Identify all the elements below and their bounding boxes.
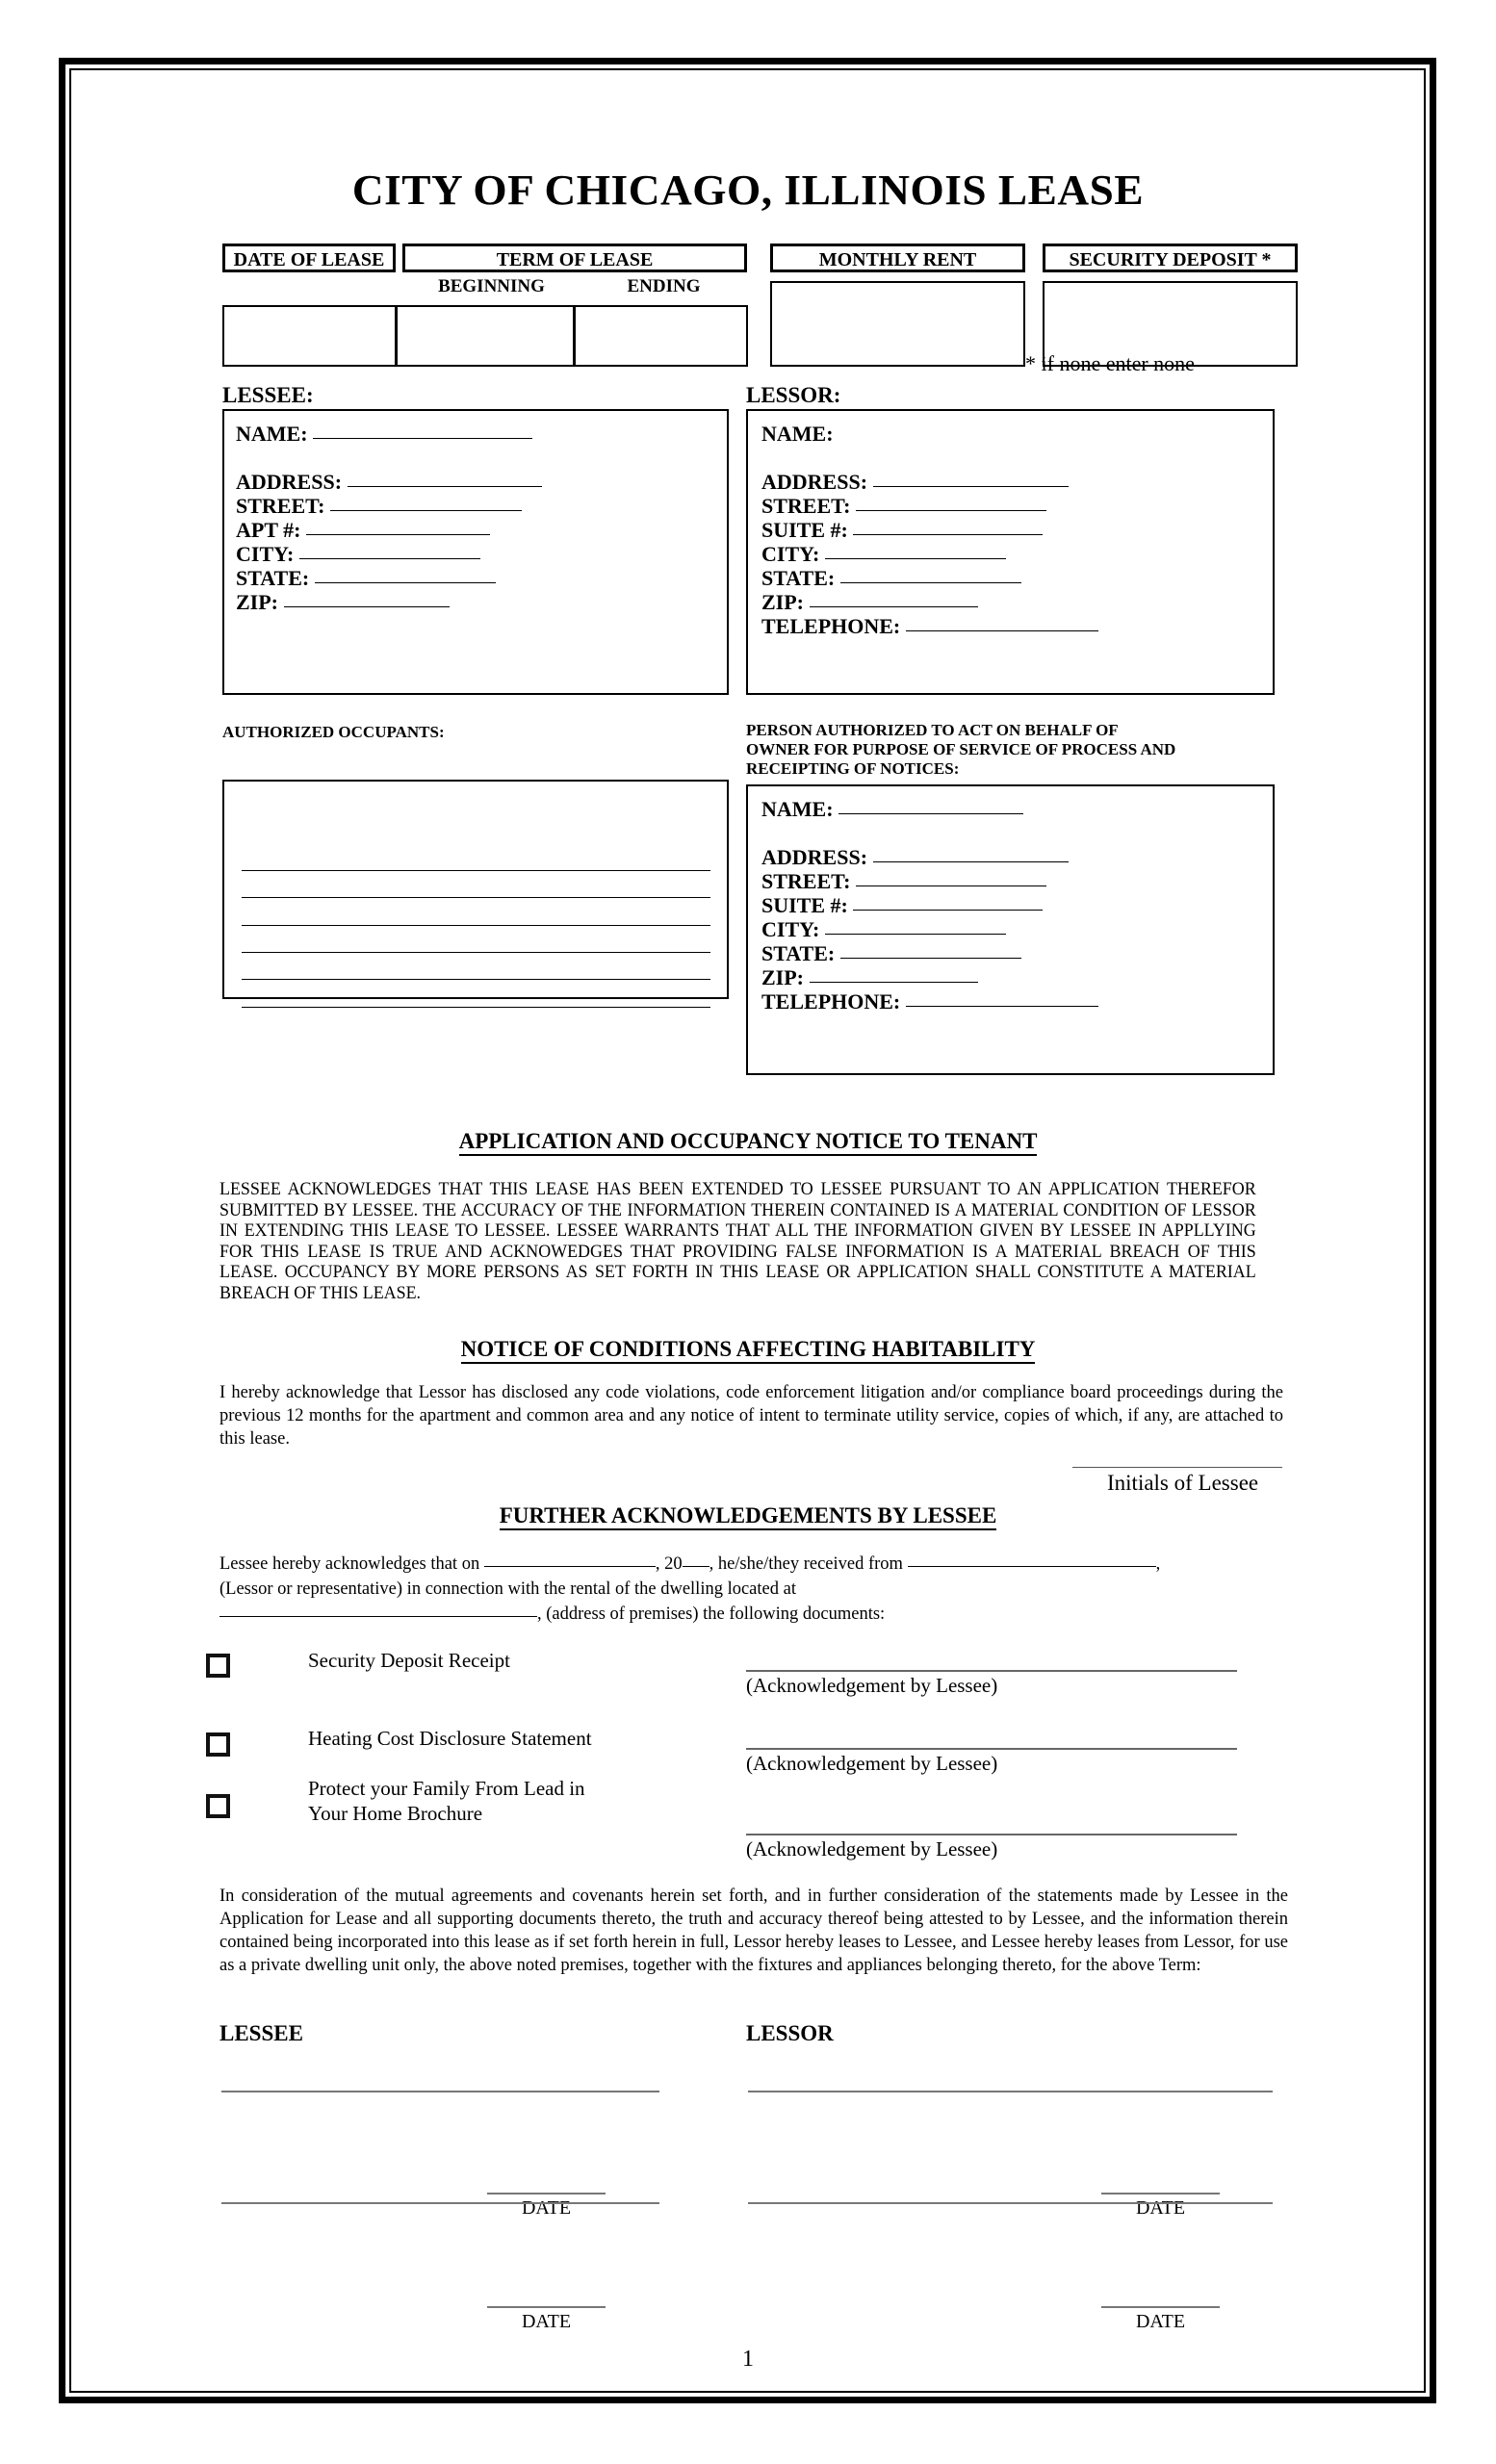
application-notice-heading [0, 1129, 1496, 1154]
caption-line-3: RECEIPTING OF NOTICES: [746, 759, 960, 778]
lessor-field-name[interactable] [761, 422, 1267, 446]
from-blank[interactable] [908, 1566, 1156, 1567]
document-label-heating-cost-disclosure: Heating Cost Disclosure Statement [308, 1727, 592, 1750]
lessor-date-label-2: DATE [1135, 2311, 1186, 2332]
acknowledgement-label: (Acknowledgement by Lessee) [746, 1752, 998, 1775]
lessor-field-telephone[interactable] [761, 614, 1267, 638]
field-label: ADDRESS: [761, 845, 868, 869]
lessee-heading: LESSEE: [222, 383, 314, 407]
habitability-heading [0, 1337, 1496, 1362]
page-number: 1 [742, 2347, 754, 2372]
intro-text-e: , (address of premises) the following documents: [537, 1604, 886, 1624]
field-label: SUITE #: [761, 893, 848, 917]
field-blank[interactable] [853, 534, 1043, 535]
field-label: STATE: [761, 941, 836, 965]
heading-text: NOTICE OF CONDITIONS AFFECTING HABITABILITY [461, 1337, 1036, 1364]
field-blank[interactable] [873, 486, 1069, 487]
field-blank[interactable] [825, 558, 1006, 559]
intro-line-3 [219, 1604, 885, 1624]
lessee-field-street[interactable] [236, 494, 717, 518]
field-blank[interactable] [284, 606, 450, 607]
occupant-line[interactable] [242, 952, 710, 953]
lessor-signature-line-1[interactable] [748, 2091, 1273, 2092]
field-blank[interactable] [840, 582, 1021, 583]
field-blank[interactable] [840, 958, 1021, 959]
field-blank[interactable] [330, 510, 522, 511]
field-blank[interactable] [873, 861, 1069, 862]
field-label: NAME: [761, 422, 834, 446]
field-label: STREET: [761, 869, 851, 893]
field-blank[interactable] [856, 510, 1046, 511]
authorized-person-field-telephone[interactable] [761, 989, 1267, 1014]
field-blank[interactable] [906, 1006, 1098, 1007]
document-label-security-deposit-receipt: Security Deposit Receipt [308, 1649, 510, 1672]
lessor-signature-heading: LESSOR [746, 2021, 834, 2045]
address-blank[interactable] [219, 1616, 537, 1617]
monthly-rent-label: MONTHLY RENT [770, 244, 1025, 272]
intro-line-2: (Lessor or representative) in connection with the rental of the dwelling located at [219, 1579, 796, 1599]
field-label: TELEPHONE: [761, 989, 901, 1014]
lessor-field-suite[interactable] [761, 518, 1267, 542]
authorized-person-field-city[interactable] [761, 917, 1267, 941]
acknowledgement-blank[interactable] [746, 1748, 1237, 1750]
authorized-person-fields [761, 797, 1267, 1014]
heading-text: FURTHER ACKNOWLEDGEMENTS BY LESSEE [500, 1503, 997, 1530]
caption-line-1: PERSON AUTHORIZED TO ACT ON BEHALF OF [746, 721, 1119, 739]
lessee-date-line-2[interactable] [487, 2306, 606, 2308]
lessee-date-label-1: DATE [521, 2197, 572, 2219]
lessor-date-line-1[interactable] [1101, 2193, 1220, 2194]
field-blank[interactable] [838, 813, 1023, 814]
field-label: ADDRESS: [236, 470, 343, 494]
acknowledgement-blank[interactable] [746, 1670, 1237, 1672]
lessee-field-apt[interactable] [236, 518, 717, 542]
intro-text-c: , he/she/they received from [709, 1554, 903, 1574]
heading-text: APPLICATION AND OCCUPANCY NOTICE TO TENANT [459, 1129, 1038, 1156]
lessor-field-street[interactable] [761, 494, 1267, 518]
acknowledgement-blank[interactable] [746, 1834, 1237, 1835]
lessor-field-state[interactable] [761, 566, 1267, 590]
field-label: STATE: [236, 566, 310, 590]
authorized-occupants-heading: AUTHORIZED OCCUPANTS: [222, 723, 445, 741]
application-notice-body: LESSEE ACKNOWLEDGES THAT THIS LEASE HAS BEEN EXTENDED TO LESSEE PURSUANT TO AN APPLICATION THEREFOR SUBMITTED BY LESSEE. THE ACCURACY OF THE INFORMATION THEREIN CONTAINED IS A MATERIAL CONDITION OF LESSOR IN EXTENDING THIS LEASE TO LESSEE. LESSEE WARRANTS THAT ALL THE INFORMATION GIVEN BY LESSEE IN APPLLYING FOR THIS LEASE IS TRUE AND ACKNOWEDGES THAT PROVIDING FALSE INFORMATION IS A MATERIAL BREACH OF THIS LEASE. OCCUPANCY BY MORE PERSONS AS SET FORTH IN THIS LEASE OR APPLICATION SHALL CONSTITUTE A MATERIAL BREACH OF THIS LEASE. [219, 1180, 1256, 1303]
monthly-rent-input[interactable] [770, 281, 1025, 367]
further-acknowledgements-intro [219, 1552, 1293, 1627]
date-blank[interactable] [484, 1566, 656, 1567]
initials-blank[interactable] [1072, 1467, 1282, 1468]
field-label: CITY: [236, 542, 295, 566]
field-label: CITY: [761, 542, 820, 566]
field-label: NAME: [761, 797, 834, 821]
lessor-date-label-1: DATE [1135, 2197, 1186, 2219]
authorized-occupants-box [222, 780, 729, 999]
field-spacer [236, 446, 717, 470]
checkbox-lead-brochure[interactable] [206, 1794, 230, 1818]
field-spacer [761, 446, 1267, 470]
field-spacer [761, 821, 1267, 845]
lessee-signature-line-2b[interactable] [221, 2202, 659, 2204]
field-label: SUITE #: [761, 518, 848, 542]
lessee-field-state[interactable] [236, 566, 717, 590]
lessor-field-zip[interactable] [761, 590, 1267, 614]
occupant-line[interactable] [242, 870, 710, 871]
label-line-2: Your Home Brochure [308, 1802, 483, 1825]
authorized-person-field-address[interactable] [761, 845, 1267, 869]
further-acknowledgements-heading [0, 1503, 1496, 1528]
term-of-lease-label: TERM OF LEASE [402, 244, 747, 272]
authorized-person-field-state[interactable] [761, 941, 1267, 965]
lessee-date-line-1[interactable] [487, 2193, 606, 2194]
security-deposit-note: * if none enter none [1025, 351, 1195, 375]
ending-label: ENDING [627, 276, 701, 296]
security-deposit-label: SECURITY DEPOSIT * [1043, 244, 1298, 272]
occupant-line[interactable] [242, 979, 710, 980]
habitability-body: I hereby acknowledge that Lessor has disclosed any code violations, code enforcement litigation and/or compliance board proceedings during the previous 12 months for the apartment and common area and any notice of intent to terminate utility service, copies of which, if any, are attached to this lease. [219, 1383, 1283, 1449]
field-blank[interactable] [810, 606, 978, 607]
date-of-lease-label: DATE OF LEASE [222, 244, 396, 272]
lessee-field-name[interactable] [236, 422, 717, 446]
consideration-body: In consideration of the mutual agreements and covenants herein set forth, and in further consideration of the statements made by Lessee in the Application for Lease and all supporting documents thereto, the truth and accuracy thereof being attested to by Lessee, and the information therein contained being incorporated into this lease as if set forth herein in full, Lessor hereby leases to Lessee, and Lessee hereby leases from Lessor, for use as a private dwelling unit only, the above noted premises, together with the fixtures and appliances belonging thereto, for the above Term: [219, 1886, 1288, 1975]
page-title: CITY OF CHICAGO, ILLINOIS LEASE [351, 167, 1145, 214]
checkbox-security-deposit-receipt[interactable] [206, 1654, 230, 1678]
lessee-field-address[interactable] [236, 470, 717, 494]
field-label: APT #: [236, 518, 301, 542]
field-blank[interactable] [853, 910, 1043, 911]
field-label: ZIP: [761, 965, 804, 989]
document-label-lead-brochure [308, 1776, 712, 1826]
field-label: ZIP: [761, 590, 804, 614]
acknowledgement-label: (Acknowledgement by Lessee) [746, 1837, 998, 1861]
field-blank[interactable] [315, 582, 496, 583]
intro-line-1 [219, 1554, 1160, 1574]
field-label: STATE: [761, 566, 836, 590]
field-blank[interactable] [348, 486, 542, 487]
authorized-person-caption [746, 721, 1285, 779]
intro-text-b: , 20 [655, 1554, 683, 1574]
date-of-lease-input[interactable] [222, 305, 397, 367]
beginning-label: BEGINNING [438, 276, 545, 296]
field-label: ADDRESS: [761, 470, 868, 494]
field-label: TELEPHONE: [761, 614, 901, 638]
term-beginning-input[interactable] [396, 305, 575, 367]
caption-line-2: OWNER FOR PURPOSE OF SERVICE OF PROCESS AND [746, 740, 1176, 758]
lessee-field-zip[interactable] [236, 590, 717, 614]
intro-text-d: , [1155, 1554, 1161, 1574]
term-ending-input[interactable] [574, 305, 748, 367]
field-label: STREET: [761, 494, 851, 518]
authorized-person-field-zip[interactable] [761, 965, 1267, 989]
occupant-line[interactable] [242, 1007, 710, 1008]
initials-label: Initials of Lessee [1107, 1471, 1259, 1495]
intro-text-a: Lessee hereby acknowledges that on [219, 1554, 480, 1574]
lessor-fields [761, 422, 1267, 638]
field-blank[interactable] [825, 934, 1006, 935]
authorized-person-field-suite[interactable] [761, 893, 1267, 917]
lessee-fields [236, 422, 717, 614]
field-label: ZIP: [236, 590, 278, 614]
lessee-signature-line-1[interactable] [221, 2091, 659, 2092]
field-blank[interactable] [299, 558, 480, 559]
checkbox-heating-cost-disclosure[interactable] [206, 1732, 230, 1757]
acknowledgement-label: (Acknowledgement by Lessee) [746, 1674, 998, 1697]
lessor-heading: LESSOR: [746, 383, 841, 407]
lessee-date-label-2: DATE [521, 2311, 572, 2332]
authorized-person-field-name[interactable] [761, 797, 1267, 821]
occupant-line[interactable] [242, 925, 710, 926]
lessor-date-line-2[interactable] [1101, 2306, 1220, 2308]
lessee-signature-heading: LESSEE [219, 2021, 303, 2045]
field-label: STREET: [236, 494, 325, 518]
lessor-field-city[interactable] [761, 542, 1267, 566]
field-blank[interactable] [906, 630, 1098, 631]
year-blank[interactable] [683, 1566, 709, 1567]
label-line-1: Protect your Family From Lead in [308, 1777, 585, 1800]
field-label: NAME: [236, 422, 308, 446]
field-blank[interactable] [810, 982, 978, 983]
field-label: CITY: [761, 917, 820, 941]
occupant-line[interactable] [242, 897, 710, 898]
authorized-person-field-street[interactable] [761, 869, 1267, 893]
lessor-signature-line-2[interactable] [748, 2202, 1273, 2204]
field-blank[interactable] [306, 534, 490, 535]
field-blank[interactable] [313, 438, 532, 439]
lessor-field-address[interactable] [761, 470, 1267, 494]
lessee-field-city[interactable] [236, 542, 717, 566]
